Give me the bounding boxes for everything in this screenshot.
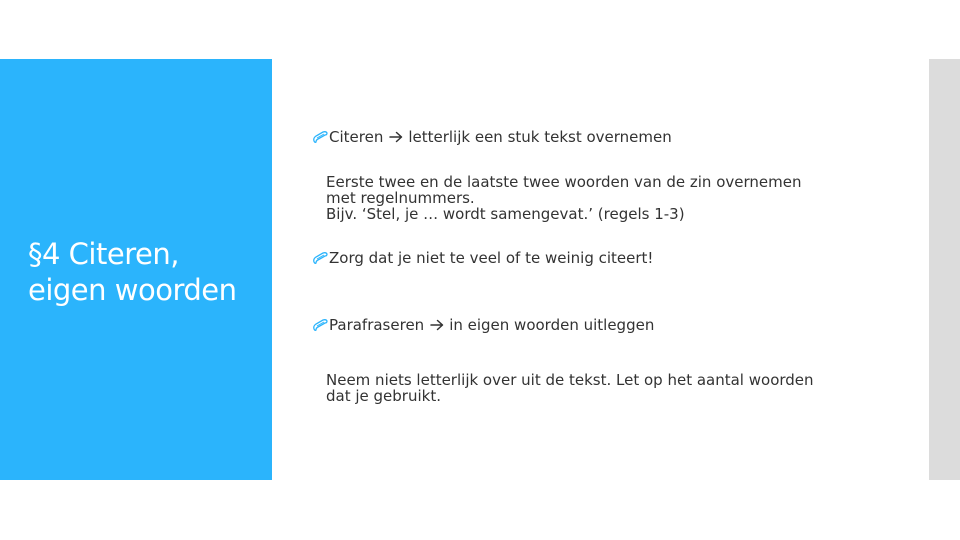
bullet-text-warning: Zorg dat je niet te veel of te weinig citeert! <box>329 249 654 267</box>
right-arrow-icon <box>389 131 403 143</box>
scroll-bullet-icon <box>312 251 328 265</box>
bullet-term-citeren: Citeren <box>329 128 384 146</box>
right-arrow-icon <box>430 319 444 331</box>
bullet-parafraseren <box>312 316 654 334</box>
scroll-bullet-icon <box>312 130 328 144</box>
scroll-bullet-icon <box>312 318 328 332</box>
bullet-citeren <box>312 128 672 146</box>
slide-title <box>28 236 268 308</box>
citeren-example-line: Bijv. ‘Stel, je … wordt samengevat.’ (regels 1-3) <box>326 205 685 223</box>
parafraseren-explanation-line: dat je gebruikt. <box>326 387 441 405</box>
parafraseren-explanation <box>326 372 856 404</box>
vertical-scrollbar[interactable] <box>929 59 960 480</box>
parafraseren-explanation-line: Neem niets letterlijk over uit de tekst. Let op het aantal woorden <box>326 371 814 389</box>
bullet-definition-parafraseren: in eigen woorden uitleggen <box>449 316 655 334</box>
bullet-warning <box>312 249 653 267</box>
citeren-explanation-line: Eerste twee en de laatste twee woorden van de zin overnemen <box>326 173 802 191</box>
citeren-explanation-line: met regelnummers. <box>326 189 475 207</box>
slide-title-line-2: eigen woorden <box>28 273 237 307</box>
citeren-explanation <box>326 174 856 222</box>
slide-content <box>312 0 912 540</box>
slide-title-line-1: §4 Citeren, <box>28 237 179 271</box>
bullet-definition-citeren: letterlijk een stuk tekst overnemen <box>408 128 672 146</box>
bullet-term-parafraseren: Parafraseren <box>329 316 425 334</box>
